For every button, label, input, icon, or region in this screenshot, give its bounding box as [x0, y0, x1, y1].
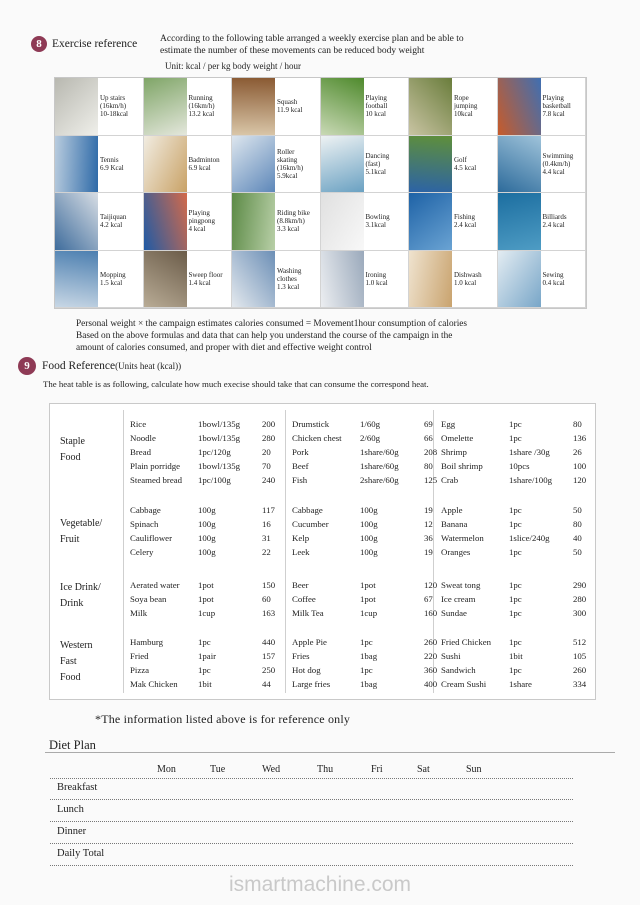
food-kcal: 160 — [424, 608, 438, 618]
exercise-photo-icon — [498, 193, 541, 250]
food-name: Egg — [441, 419, 456, 429]
food-portion: 1pc/120g — [198, 447, 231, 457]
exercise-cell — [498, 251, 587, 309]
food-name: Plain porridge — [130, 461, 181, 471]
food-kcal: 125 — [424, 475, 438, 485]
exercise-label: Dishwash 1.0 kcal — [454, 270, 482, 287]
food-kcal: 260 — [424, 637, 438, 647]
food-name: Noodle — [130, 433, 156, 443]
food-kcal: 50 — [573, 505, 582, 515]
food-name: Oranges — [441, 547, 471, 557]
exercise-cell — [55, 251, 144, 309]
food-kcal: 100 — [573, 461, 587, 471]
food-name: Mak Chicken — [130, 679, 178, 689]
exercise-label: Fishing 2.4 kcal — [454, 213, 477, 230]
exercise-photo-icon — [55, 193, 98, 250]
exercise-cell — [498, 136, 587, 194]
diet-day-header: Sun — [466, 764, 482, 775]
food-portion: 1pc — [509, 505, 522, 515]
exercise-intro-2: estimate the number of these movements can be reduced body weight — [160, 46, 425, 56]
food-kcal: 60 — [262, 594, 271, 604]
diet-day-header: Tue — [210, 764, 226, 775]
food-portion: 1/60g — [360, 419, 381, 429]
food-kcal: 334 — [573, 679, 587, 689]
food-name: Crab — [441, 475, 459, 485]
exercise-label: Taijiquan 4.2 kcal — [100, 213, 127, 230]
food-kcal: 120 — [424, 580, 438, 590]
food-name: Bread — [130, 447, 152, 457]
food-kcal: 22 — [262, 547, 271, 557]
food-kcal: 200 — [262, 419, 276, 429]
food-kcal: 50 — [573, 547, 582, 557]
section-9-badge: 9 — [18, 357, 36, 375]
food-kcal: 290 — [573, 580, 587, 590]
exercise-label: Ironing 1.0 kcal — [365, 270, 388, 287]
exercise-cell — [321, 136, 410, 194]
food-name: Pork — [292, 447, 309, 457]
exercise-photo-icon — [498, 251, 541, 308]
food-category-label: Staple Food — [60, 436, 85, 463]
food-kcal: 280 — [262, 433, 276, 443]
food-portion: 100g — [198, 519, 216, 529]
exercise-photo-icon — [55, 251, 98, 308]
exercise-label: Playing pingpong 4 kcal — [188, 209, 215, 234]
exercise-photo-icon — [144, 78, 187, 135]
food-name: Sandwich — [441, 665, 476, 675]
exercise-label: Playing football 10 kcal — [365, 94, 388, 119]
exercise-title: Exercise reference — [52, 38, 138, 50]
food-portion: 1pc — [198, 637, 211, 647]
food-portion: 1pc — [509, 519, 522, 529]
food-portion: 1pc — [360, 665, 373, 675]
diet-day-header: Wed — [262, 764, 281, 775]
food-portion: 1pc/100g — [198, 475, 231, 485]
exercise-cell — [55, 193, 144, 251]
food-name: Shrimp — [441, 447, 467, 457]
food-name: Pizza — [130, 665, 150, 675]
food-name: Banana — [441, 519, 468, 529]
exercise-cell — [232, 193, 321, 251]
food-portion: 1bowl/135g — [198, 419, 241, 429]
food-kcal: 120 — [573, 475, 587, 485]
food-kcal: 220 — [424, 651, 438, 661]
food-kcal: 240 — [262, 475, 276, 485]
food-kcal: 12 — [424, 519, 433, 529]
diet-row-label: Lunch — [57, 804, 84, 815]
exercise-label: Sweep floor 1.4 kcal — [188, 270, 223, 287]
exercise-grid — [54, 77, 587, 309]
food-portion: 1pc — [509, 419, 522, 429]
exercise-cell — [55, 78, 144, 136]
food-portion: 1pc — [509, 594, 522, 604]
food-name: Omelette — [441, 433, 474, 443]
food-kcal: 20 — [262, 447, 271, 457]
food-kcal: 250 — [262, 665, 276, 675]
food-kcal: 66 — [424, 433, 433, 443]
exercise-label: Roller skating (16km/h) 5.9kcal — [277, 147, 304, 180]
food-portion: 1pot — [198, 580, 214, 590]
exercise-photo-icon — [321, 193, 364, 250]
food-name: Sweat tong — [441, 580, 481, 590]
exercise-cell — [498, 193, 587, 251]
food-portion: 1share /30g — [509, 447, 550, 457]
food-kcal: 40 — [573, 533, 582, 543]
food-kcal: 157 — [262, 651, 276, 661]
food-name: Apple — [441, 505, 463, 515]
diet-row-label: Daily Total — [57, 848, 105, 859]
food-kcal: 70 — [262, 461, 271, 471]
food-name: Coffee — [292, 594, 316, 604]
food-name: Sundae — [441, 608, 467, 618]
food-name: Drumstick — [292, 419, 330, 429]
food-kcal: 105 — [573, 651, 587, 661]
food-name: Spinach — [130, 519, 159, 529]
exercise-label: Mopping 1.5 kcal — [100, 270, 126, 287]
exercise-cell — [144, 136, 233, 194]
food-portion: 1bit — [509, 651, 523, 661]
exercise-label: Rope jumping 10kcal — [454, 94, 478, 119]
food-name: Rice — [130, 419, 147, 429]
food-kcal: 150 — [262, 580, 276, 590]
exercise-cell — [232, 251, 321, 309]
food-title-text: Food Reference — [42, 360, 116, 372]
food-portion: 1pc — [509, 665, 522, 675]
food-kcal: 19 — [424, 505, 433, 515]
food-name: Sushi — [441, 651, 461, 661]
exercise-label: Sewing 0.4 kcal — [542, 270, 565, 287]
food-kcal: 136 — [573, 433, 587, 443]
diet-row-line — [50, 865, 573, 866]
food-portion: 1cup — [198, 608, 216, 618]
food-kcal: 117 — [262, 505, 275, 515]
exercise-photo-icon — [321, 78, 364, 135]
food-portion: 1slice/240g — [509, 533, 550, 543]
diet-day-header: Sat — [417, 764, 430, 775]
exercise-cell — [321, 193, 410, 251]
food-portion: 1pc — [509, 433, 522, 443]
food-portion: 1pc — [360, 637, 373, 647]
food-name: Kelp — [292, 533, 310, 543]
food-name: Fried Chicken — [441, 637, 492, 647]
food-name: Chicken chest — [292, 433, 342, 443]
food-name: Fish — [292, 475, 308, 485]
food-name: Cream Sushi — [441, 679, 487, 689]
food-portion: 1pc — [509, 547, 522, 557]
food-portion: 1pc — [509, 637, 522, 647]
food-category-label: Vegetable/ Fruit — [60, 518, 103, 545]
food-portion: 1share/60g — [360, 461, 399, 471]
diet-plan-rule — [45, 752, 615, 753]
exercise-cell — [409, 136, 498, 194]
exercise-label: Dancing (fast) 5.1kcal — [365, 151, 390, 176]
diet-plan-title: Diet Plan — [49, 738, 96, 752]
food-kcal: 67 — [424, 594, 433, 604]
food-name: Steamed bread — [130, 475, 183, 485]
exercise-cell — [409, 251, 498, 309]
exercise-label: Up stairs (16km/h) 10-18kcal — [100, 94, 128, 119]
exercise-intro-1: According to the following table arranged a weekly exercise plan and be able to — [160, 34, 464, 44]
exercise-cell — [498, 78, 587, 136]
food-portion: 100g — [198, 547, 216, 557]
exercise-cell — [409, 193, 498, 251]
diet-day-header: Mon — [157, 764, 176, 775]
food-portion: 1cup — [360, 608, 378, 618]
food-name: Cauliflower — [130, 533, 173, 543]
food-kcal: 44 — [262, 679, 271, 689]
food-kcal: 260 — [573, 665, 587, 675]
food-name: Cabbage — [292, 505, 323, 515]
diet-row-label: Breakfast — [57, 782, 98, 793]
exercise-label: Washing clothes 1.3 kcal — [277, 266, 302, 291]
exercise-photo-icon — [144, 136, 187, 193]
food-kcal: 80 — [424, 461, 433, 471]
diet-day-header: Fri — [371, 764, 383, 775]
food-name: Hamburg — [130, 637, 164, 647]
food-name: Cabbage — [130, 505, 161, 515]
exercise-cell — [321, 78, 410, 136]
exercise-label: Billiards 2.4 kcal — [542, 213, 567, 230]
diet-row-label: Dinner — [57, 826, 87, 837]
food-kcal: 360 — [424, 665, 438, 675]
food-divider-1 — [123, 410, 124, 693]
food-name: Leek — [292, 547, 310, 557]
food-portion: 100g — [360, 519, 378, 529]
food-category-label: Western Fast Food — [60, 640, 93, 683]
food-kcal: 36 — [424, 533, 433, 543]
food-portion: 10pcs — [509, 461, 530, 471]
exercise-cell — [144, 193, 233, 251]
exercise-photo-icon — [409, 78, 452, 135]
food-name: Fries — [292, 651, 310, 661]
summary-line-2: Based on the above formulas and data that can help you understand the course of the campaign in the — [76, 331, 453, 341]
food-name: Aerated water — [130, 580, 180, 590]
exercise-label: Swimming (0.4km/h) 4.4 kcal — [542, 151, 574, 176]
exercise-label: Playing basketball 7.8 kcal — [542, 94, 571, 119]
summary-line-3: amount of calories consumed, and proper with diet and effective weight control — [76, 343, 372, 353]
food-portion: 1share — [509, 679, 532, 689]
diet-row-line — [50, 799, 573, 800]
exercise-cell — [232, 136, 321, 194]
food-portion: 100g — [198, 533, 216, 543]
exercise-photo-icon — [232, 193, 275, 250]
exercise-cell — [321, 251, 410, 309]
exercise-photo-icon — [409, 193, 452, 250]
exercise-photo-icon — [321, 136, 364, 193]
food-kcal: 440 — [262, 637, 276, 647]
food-kcal: 26 — [573, 447, 582, 457]
food-kcal: 31 — [262, 533, 271, 543]
food-table — [49, 403, 596, 700]
exercise-cell — [144, 251, 233, 309]
food-portion: 1pot — [360, 580, 376, 590]
food-kcal: 280 — [573, 594, 587, 604]
food-portion: 1bit — [198, 679, 212, 689]
food-title-unit: (Units heat (kcal)) — [115, 361, 182, 371]
exercise-label: Riding bike (8.8km/h) 3.3 kcal — [277, 209, 310, 234]
summary-line-1: Personal weight × the campaign estimates calories consumed = Movement1hour consumption of calories — [76, 319, 468, 329]
exercise-label: Squash 11.9 kcal — [277, 98, 303, 115]
food-portion: 1bowl/135g — [198, 433, 241, 443]
food-portion: 1bowl/135g — [198, 461, 241, 471]
food-portion: 1share/100g — [509, 475, 552, 485]
exercise-cell — [409, 78, 498, 136]
diet-row-line — [50, 778, 573, 779]
exercise-cell — [232, 78, 321, 136]
exercise-photo-icon — [232, 136, 275, 193]
exercise-label: Tennis 6.9 Kcal — [100, 155, 124, 172]
food-name: Watermelon — [441, 533, 484, 543]
watermark: ismartmachine.com — [228, 873, 412, 896]
food-portion: 100g — [198, 505, 216, 515]
food-name: Celery — [130, 547, 154, 557]
food-name: Ice cream — [441, 594, 476, 604]
food-divider-2 — [285, 410, 286, 693]
exercise-photo-icon — [232, 78, 275, 135]
food-intro: The heat table is as following, calculate how much execise should take that can consume the correspond heat. — [43, 379, 429, 389]
exercise-photo-icon — [498, 136, 541, 193]
food-name: Beer — [292, 580, 309, 590]
food-portion: 2share/60g — [360, 475, 399, 485]
exercise-label: Running (16km/h) 13.2 kcal — [188, 94, 215, 119]
food-title — [42, 360, 181, 372]
exercise-photo-icon — [232, 251, 275, 308]
exercise-photo-icon — [409, 251, 452, 308]
food-name: Milk — [130, 608, 148, 618]
exercise-cell — [144, 78, 233, 136]
exercise-label: Badminton 6.9 kcal — [188, 155, 220, 172]
food-name: Apple Pie — [292, 637, 327, 647]
exercise-photo-icon — [55, 136, 98, 193]
food-name: Boil shrimp — [441, 461, 483, 471]
food-portion: 100g — [360, 505, 378, 515]
food-portion: 1pc — [198, 665, 211, 675]
food-kcal: 80 — [573, 519, 582, 529]
food-kcal: 69 — [424, 419, 433, 429]
food-name: Hot dog — [292, 665, 321, 675]
exercise-label: Bowling 3.1kcal — [365, 213, 390, 230]
food-name: Large fries — [292, 679, 331, 689]
exercise-photo-icon — [498, 78, 541, 135]
food-kcal: 300 — [573, 608, 587, 618]
food-kcal: 208 — [424, 447, 438, 457]
food-kcal: 80 — [573, 419, 582, 429]
food-kcal: 163 — [262, 608, 276, 618]
exercise-unit: Unit: kcal / per kg body weight / hour — [165, 61, 301, 71]
food-kcal: 512 — [573, 637, 587, 647]
food-name: Milk Tea — [292, 608, 324, 618]
exercise-cell — [55, 136, 144, 194]
food-portion: 1pair — [198, 651, 217, 661]
food-portion: 1share/60g — [360, 447, 399, 457]
exercise-photo-icon — [321, 251, 364, 308]
exercise-photo-icon — [409, 136, 452, 193]
food-portion: 1bag — [360, 679, 378, 689]
exercise-photo-icon — [55, 78, 98, 135]
diet-row-line — [50, 821, 573, 822]
food-portion: 2/60g — [360, 433, 381, 443]
food-name: Soya bean — [130, 594, 167, 604]
food-name: Cucumber — [292, 519, 329, 529]
food-portion: 1pot — [198, 594, 214, 604]
food-kcal: 16 — [262, 519, 271, 529]
exercise-photo-icon — [144, 251, 187, 308]
food-portion: 1pc — [509, 580, 522, 590]
food-category-label: Ice Drink/ Drink — [60, 582, 101, 609]
food-kcal: 400 — [424, 679, 438, 689]
food-portion: 1pc — [509, 608, 522, 618]
food-name: Fried — [130, 651, 149, 661]
section-8-badge: 8 — [31, 36, 47, 52]
reference-note: *The information listed above is for reference only — [95, 712, 351, 726]
food-portion: 1pot — [360, 594, 376, 604]
food-portion: 100g — [360, 547, 378, 557]
diet-row-line — [50, 843, 573, 844]
exercise-label: Golf 4.5 kcal — [454, 155, 477, 172]
food-portion: 1bag — [360, 651, 378, 661]
food-name: Beef — [292, 461, 309, 471]
food-portion: 100g — [360, 533, 378, 543]
exercise-photo-icon — [144, 193, 187, 250]
diet-day-header: Thu — [317, 764, 334, 775]
food-kcal: 19 — [424, 547, 433, 557]
